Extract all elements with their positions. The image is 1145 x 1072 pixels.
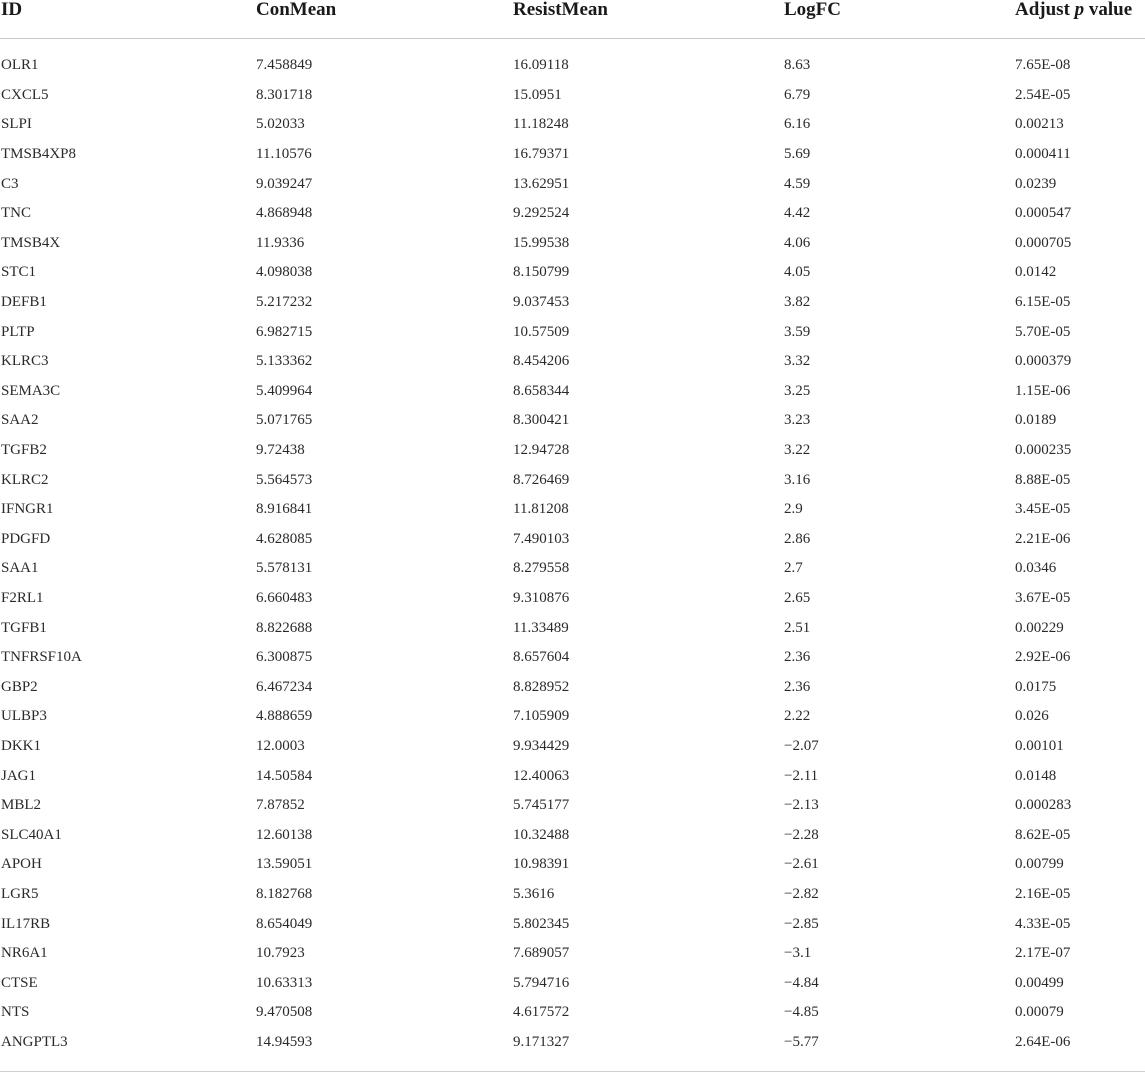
table-row	[0, 287, 1145, 317]
cell-adjust-p-value: 2.64E-06	[1015, 1033, 1071, 1050]
cell-adjust-p-value: 0.000283	[1015, 797, 1072, 814]
cell-resist-mean: 7.105909	[513, 708, 570, 725]
cell-con-mean: 6.300875	[256, 649, 313, 666]
cell-logfc: 2.86	[784, 530, 811, 547]
table-row	[0, 524, 1145, 554]
cell-logfc: 5.69	[784, 146, 811, 163]
cell-resist-mean: 9.310876	[513, 589, 570, 606]
cell-logfc: −4.84	[784, 974, 819, 991]
cell-resist-mean: 16.09118	[513, 57, 569, 74]
cell-resist-mean: 5.3616	[513, 885, 555, 902]
cell-con-mean: 7.87852	[256, 797, 305, 814]
cell-con-mean: 11.10576	[256, 146, 312, 163]
table-row	[0, 51, 1145, 81]
spacer-row	[0, 1057, 1145, 1071]
cell-con-mean: 6.660483	[256, 589, 313, 606]
cell-resist-mean: 5.745177	[513, 797, 570, 814]
cell-resist-mean: 8.726469	[513, 471, 570, 488]
table-row	[0, 494, 1145, 524]
cell-adjust-p-value: 0.026	[1015, 708, 1049, 725]
cell-con-mean: 7.458849	[256, 57, 313, 74]
cell-id: SAA2	[1, 412, 39, 429]
cell-id: SEMA3C	[1, 382, 61, 399]
cell-adjust-p-value: 0.0175	[1015, 678, 1057, 695]
table-row	[0, 317, 1145, 347]
cell-resist-mean: 9.934429	[513, 737, 570, 754]
cell-logfc: 3.25	[784, 382, 811, 399]
cell-adjust-p-value: 0.00079	[1015, 1004, 1064, 1021]
cell-logfc: 3.22	[784, 442, 811, 459]
cell-adjust-p-value: 0.0239	[1015, 175, 1057, 192]
table-row	[0, 465, 1145, 495]
cell-con-mean: 8.916841	[256, 501, 313, 518]
cell-logfc: 4.42	[784, 205, 811, 222]
cell-logfc: −2.85	[784, 915, 819, 932]
cell-logfc: 2.65	[784, 589, 811, 606]
header-adjust-p-value	[1014, 0, 1145, 38]
cell-id: PDGFD	[1, 530, 51, 547]
cell-id: IFNGR1	[1, 501, 54, 518]
cell-id: SAA1	[1, 560, 39, 577]
cell-adjust-p-value: 8.88E-05	[1015, 471, 1071, 488]
cell-resist-mean: 11.33489	[513, 619, 569, 636]
cell-resist-mean: 5.802345	[513, 915, 570, 932]
table-row	[0, 228, 1145, 258]
cell-adjust-p-value: 0.00499	[1015, 974, 1064, 991]
cell-logfc: 2.22	[784, 708, 811, 725]
cell-id: TNFRSF10A	[1, 649, 82, 666]
header-logfc: LogFC	[784, 0, 841, 20]
spacer-cell	[0, 1057, 1145, 1071]
cell-con-mean: 9.470508	[256, 1004, 313, 1021]
spacer-cell	[0, 38, 1145, 51]
cell-id: ULBP3	[1, 708, 47, 725]
cell-logfc: 2.9	[784, 501, 803, 518]
cell-resist-mean: 16.79371	[513, 146, 570, 163]
cell-adjust-p-value: 4.33E-05	[1015, 915, 1071, 932]
table-row	[0, 968, 1145, 998]
cell-adjust-p-value: 0.000705	[1015, 234, 1072, 251]
cell-logfc: 4.05	[784, 264, 811, 281]
cell-resist-mean: 8.828952	[513, 678, 570, 695]
cell-con-mean: 4.888659	[256, 708, 313, 725]
cell-adjust-p-value: 2.92E-06	[1015, 649, 1071, 666]
cell-resist-mean: 8.279558	[513, 560, 570, 577]
cell-adjust-p-value: 0.00799	[1015, 856, 1064, 873]
header-row	[0, 0, 1145, 38]
cell-con-mean: 11.9336	[256, 234, 305, 251]
table-row	[0, 850, 1145, 880]
cell-id: NTS	[1, 1004, 30, 1021]
cell-id: PLTP	[1, 323, 35, 340]
table-row	[0, 435, 1145, 465]
cell-resist-mean: 9.292524	[513, 205, 570, 222]
table-row	[0, 761, 1145, 791]
cell-id: F2RL1	[1, 589, 44, 606]
table-header	[0, 0, 1145, 38]
table-row	[0, 998, 1145, 1028]
cell-con-mean: 8.301718	[256, 86, 313, 103]
cell-id: JAG1	[1, 767, 37, 784]
cell-id: OLR1	[1, 57, 39, 74]
table-row	[0, 642, 1145, 672]
cell-resist-mean: 15.0951	[513, 86, 562, 103]
cell-logfc: −2.11	[784, 767, 819, 784]
cell-logfc: −2.82	[784, 885, 819, 902]
cell-logfc: −2.61	[784, 856, 819, 873]
table-row	[0, 938, 1145, 968]
cell-con-mean: 5.02033	[256, 116, 305, 133]
table-row	[0, 583, 1145, 613]
cell-con-mean: 5.071765	[256, 412, 313, 429]
cell-con-mean: 8.182768	[256, 885, 313, 902]
cell-logfc: 4.59	[784, 175, 811, 192]
cell-resist-mean: 8.150799	[513, 264, 570, 281]
cell-id: TGFB1	[1, 619, 47, 636]
cell-con-mean: 9.039247	[256, 175, 313, 192]
cell-resist-mean: 9.037453	[513, 294, 570, 311]
header-con-mean: ConMean	[256, 0, 337, 20]
cell-con-mean: 13.59051	[256, 856, 313, 873]
cell-resist-mean: 11.81208	[513, 501, 569, 518]
cell-resist-mean: 9.171327	[513, 1033, 570, 1050]
header-resist-mean: ResistMean	[513, 0, 608, 20]
cell-con-mean: 6.467234	[256, 678, 313, 695]
cell-resist-mean: 7.689057	[513, 945, 570, 962]
cell-con-mean: 5.564573	[256, 471, 313, 488]
cell-resist-mean: 15.99538	[513, 234, 570, 251]
cell-logfc: 6.16	[784, 116, 811, 133]
table-row	[0, 613, 1145, 643]
cell-adjust-p-value: 0.000235	[1015, 442, 1072, 459]
table-row	[0, 554, 1145, 584]
cell-id: KLRC2	[1, 471, 49, 488]
cell-id: NR6A1	[1, 945, 48, 962]
table-row	[0, 790, 1145, 820]
cell-resist-mean: 8.658344	[513, 382, 570, 399]
cell-id: C3	[1, 175, 19, 192]
cell-resist-mean: 4.617572	[513, 1004, 570, 1021]
cell-id: DKK1	[1, 737, 41, 754]
table-row	[0, 702, 1145, 732]
table-row	[0, 672, 1145, 702]
cell-adjust-p-value: 0.000547	[1015, 205, 1072, 222]
cell-resist-mean: 10.98391	[513, 856, 570, 873]
cell-logfc: −3.1	[784, 945, 812, 962]
cell-adjust-p-value: 0.00229	[1015, 619, 1064, 636]
cell-id: SLPI	[1, 116, 32, 133]
cell-adjust-p-value: 2.17E-07	[1015, 945, 1071, 962]
cell-con-mean: 5.133362	[256, 353, 313, 370]
table-row	[0, 1027, 1145, 1057]
cell-adjust-p-value: 2.54E-05	[1015, 86, 1071, 103]
cell-con-mean: 12.0003	[256, 737, 305, 754]
cell-con-mean: 14.50584	[256, 767, 313, 784]
cell-resist-mean: 10.32488	[513, 826, 570, 843]
cell-logfc: −2.28	[784, 826, 819, 843]
table-row	[0, 346, 1145, 376]
cell-adjust-p-value: 0.00213	[1015, 116, 1064, 133]
cell-id: ANGPTL3	[1, 1033, 68, 1050]
cell-id: MBL2	[1, 797, 42, 814]
cell-resist-mean: 10.57509	[513, 323, 570, 340]
cell-resist-mean: 8.300421	[513, 412, 570, 429]
header-p-italic: p	[1074, 0, 1085, 20]
cell-id: KLRC3	[1, 353, 49, 370]
spacer-row	[0, 38, 1145, 51]
cell-id: SLC40A1	[1, 826, 62, 843]
cell-adjust-p-value: 1.15E-06	[1015, 382, 1071, 399]
cell-resist-mean: 8.454206	[513, 353, 570, 370]
table-row	[0, 169, 1145, 199]
cell-id: TNC	[1, 205, 31, 222]
cell-logfc: 2.7	[784, 560, 803, 577]
cell-logfc: 2.51	[784, 619, 811, 636]
cell-resist-mean: 11.18248	[513, 116, 569, 133]
cell-id: TMSB4X	[1, 234, 61, 251]
table-row	[0, 376, 1145, 406]
cell-con-mean: 8.654049	[256, 915, 313, 932]
cell-resist-mean: 12.40063	[513, 767, 570, 784]
cell-id: LGR5	[1, 885, 39, 902]
table-row	[0, 110, 1145, 140]
cell-con-mean: 6.982715	[256, 323, 313, 340]
cell-resist-mean: 12.94728	[513, 442, 570, 459]
cell-id: CXCL5	[1, 86, 49, 103]
cell-con-mean: 5.409964	[256, 382, 313, 399]
cell-logfc: 8.63	[784, 57, 811, 74]
cell-adjust-p-value: 8.62E-05	[1015, 826, 1071, 843]
cell-con-mean: 9.72438	[256, 442, 305, 459]
cell-id: APOH	[1, 856, 42, 873]
cell-logfc: −2.13	[784, 797, 819, 814]
table-row	[0, 80, 1145, 110]
cell-con-mean: 5.578131	[256, 560, 313, 577]
cell-resist-mean: 5.794716	[513, 974, 570, 991]
cell-logfc: 3.82	[784, 294, 811, 311]
cell-con-mean: 12.60138	[256, 826, 313, 843]
cell-logfc: 2.36	[784, 649, 811, 666]
cell-logfc: −5.77	[784, 1033, 819, 1050]
cell-con-mean: 4.868948	[256, 205, 313, 222]
cell-resist-mean: 8.657604	[513, 649, 570, 666]
cell-logfc: 4.06	[784, 234, 811, 251]
cell-adjust-p-value: 0.000411	[1015, 146, 1071, 163]
table-row	[0, 198, 1145, 228]
cell-id: CTSE	[1, 974, 38, 991]
cell-id: STC1	[1, 264, 37, 281]
cell-logfc: 3.16	[784, 471, 811, 488]
cell-con-mean: 14.94593	[256, 1033, 313, 1050]
cell-adjust-p-value: 0.0346	[1015, 560, 1057, 577]
cell-logfc: 2.36	[784, 678, 811, 695]
table-row	[0, 258, 1145, 288]
cell-con-mean: 10.63313	[256, 974, 313, 991]
cell-logfc: −4.85	[784, 1004, 819, 1021]
cell-adjust-p-value: 0.000379	[1015, 353, 1072, 370]
cell-logfc: 3.32	[784, 353, 811, 370]
cell-adjust-p-value: 0.0189	[1015, 412, 1057, 429]
cell-adjust-p-value: 0.0148	[1015, 767, 1057, 784]
table-row	[0, 820, 1145, 850]
cell-id: IL17RB	[1, 915, 51, 932]
cell-id: TMSB4XP8	[1, 146, 77, 163]
cell-adjust-p-value: 2.16E-05	[1015, 885, 1071, 902]
cell-con-mean: 10.7923	[256, 945, 305, 962]
table-body	[0, 38, 1145, 1071]
table-row	[0, 909, 1145, 939]
cell-con-mean: 4.628085	[256, 530, 313, 547]
cell-adjust-p-value: 0.00101	[1015, 737, 1064, 754]
table-row	[0, 731, 1145, 761]
header-id: ID	[1, 0, 23, 20]
cell-adjust-p-value: 7.65E-08	[1015, 57, 1071, 74]
cell-resist-mean: 7.490103	[513, 530, 570, 547]
cell-logfc: 6.79	[784, 86, 811, 103]
cell-adjust-p-value: 3.67E-05	[1015, 589, 1071, 606]
cell-logfc: 3.23	[784, 412, 811, 429]
cell-con-mean: 5.217232	[256, 294, 313, 311]
cell-adjust-p-value: 6.15E-05	[1015, 294, 1071, 311]
header-adjust-prefix: Adjust	[1015, 0, 1075, 20]
table-row	[0, 139, 1145, 169]
cell-id: TGFB2	[1, 442, 47, 459]
cell-resist-mean: 13.62951	[513, 175, 570, 192]
table-row	[0, 406, 1145, 436]
header-adjust-suffix: value	[1084, 0, 1133, 20]
cell-adjust-p-value: 0.0142	[1015, 264, 1057, 281]
cell-con-mean: 8.822688	[256, 619, 313, 636]
cell-con-mean: 4.098038	[256, 264, 313, 281]
cell-id: DEFB1	[1, 294, 47, 311]
cell-adjust-p-value: 5.70E-05	[1015, 323, 1071, 340]
cell-adjust-p-value: 3.45E-05	[1015, 501, 1071, 518]
cell-adjust-p-value: 2.21E-06	[1015, 530, 1071, 547]
table-row	[0, 879, 1145, 909]
cell-logfc: 3.59	[784, 323, 811, 340]
cell-id: GBP2	[1, 678, 38, 695]
cell-logfc: −2.07	[784, 737, 819, 754]
